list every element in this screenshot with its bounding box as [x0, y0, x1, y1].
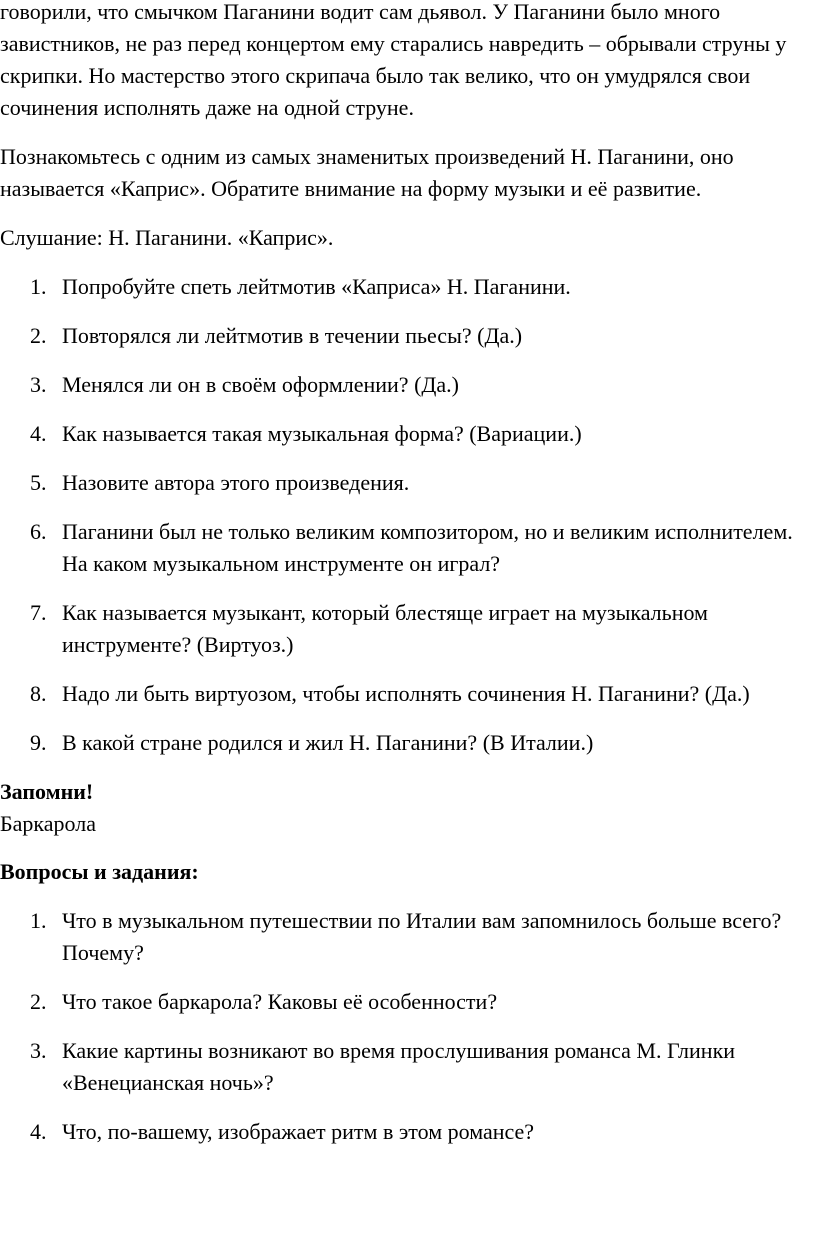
- list-number: 6.: [30, 519, 47, 544]
- list-item-text: Что такое баркарола? Каковы её особенности?: [62, 989, 498, 1014]
- list-item-text: Надо ли быть виртуозом, чтобы исполнять сочинения Н. Паганини? (Да.): [62, 681, 750, 706]
- list-item: [0, 1116, 816, 1148]
- list-number: 3.: [30, 1038, 47, 1063]
- list-item: [0, 418, 816, 450]
- list-item-text: В какой стране родился и жил Н. Паганини? (В Италии.): [62, 730, 594, 755]
- list-item-text: Повторялся ли лейтмотив в течении пьесы? (Да.): [62, 323, 523, 348]
- list-number: 3.: [30, 372, 47, 397]
- paragraph-caprice-intro: Познакомьтесь с одним из самых знаменитых произведений Н. Паганини, оно называется «Каприс». Обратите внимание на форму музыки и её развитие.: [0, 144, 734, 201]
- list-number: 4.: [30, 1119, 47, 1144]
- list-item-text: Какие картины возникают во время прослушивания романса М. Глинки «Венецианская ночь»?: [62, 1038, 736, 1095]
- list-number: 4.: [30, 421, 47, 446]
- list-item: [0, 516, 816, 580]
- list-item-text: Менялся ли он в своём оформлении? (Да.): [62, 372, 459, 397]
- list-item-text: Попробуйте спеть лейтмотив «Каприса» Н. Паганини.: [62, 274, 571, 299]
- remember-block: [0, 776, 816, 840]
- paragraph-paganini-devil: говорили, что смычком Паганини водит сам дьявол. У Паганини было много завистников, не раз перед концертом ему старались навредить – обрывали струны у скрипки. Но мастерство этого скрипача было так велико, что он умудрялся свои сочинения исполнять даже на одной струне.: [0, 0, 787, 120]
- questions-title: Вопросы и задания:: [0, 859, 199, 884]
- list-item: [0, 271, 816, 303]
- list-number: 5.: [30, 470, 47, 495]
- list-item: [0, 678, 816, 710]
- list-item-text: Что, по-вашему, изображает ритм в этом романсе?: [62, 1119, 535, 1144]
- list-item: [0, 467, 816, 499]
- list-number: 2.: [30, 323, 47, 348]
- list-number: 8.: [30, 681, 47, 706]
- paragraph-listening: Слушание: Н. Паганини. «Каприс».: [0, 225, 334, 250]
- list-number: 1.: [30, 908, 47, 933]
- list-item: [0, 320, 816, 352]
- list-item: [0, 986, 816, 1018]
- list-item: [0, 597, 816, 661]
- list-item-text: Паганини был не только великим композитором, но и великим исполнителем. На каком музыкальном инструменте он играл?: [62, 519, 793, 576]
- list-number: 9.: [30, 730, 47, 755]
- list-item-text: Назовите автора этого произведения.: [62, 470, 410, 495]
- remember-title: Запомни!: [0, 779, 94, 804]
- remember-term: Баркарола: [0, 811, 96, 836]
- list-item: [0, 1035, 816, 1099]
- list-item-text: Как называется такая музыкальная форма? (Вариации.): [62, 421, 582, 446]
- list-number: 2.: [30, 989, 47, 1014]
- list-item: [0, 369, 816, 401]
- list-item: [0, 727, 816, 759]
- list-item-text: Что в музыкальном путешествии по Италии вам запомнилось больше всего? Почему?: [62, 908, 782, 965]
- list-item-text: Как называется музыкант, который блестяще играет на музыкальном инструменте? (Виртуоз.): [62, 600, 708, 657]
- list-item: [0, 905, 816, 969]
- list-number: 7.: [30, 600, 47, 625]
- list-number: 1.: [30, 274, 47, 299]
- tasks-list: [0, 905, 816, 1148]
- listening-questions-list: [0, 271, 816, 759]
